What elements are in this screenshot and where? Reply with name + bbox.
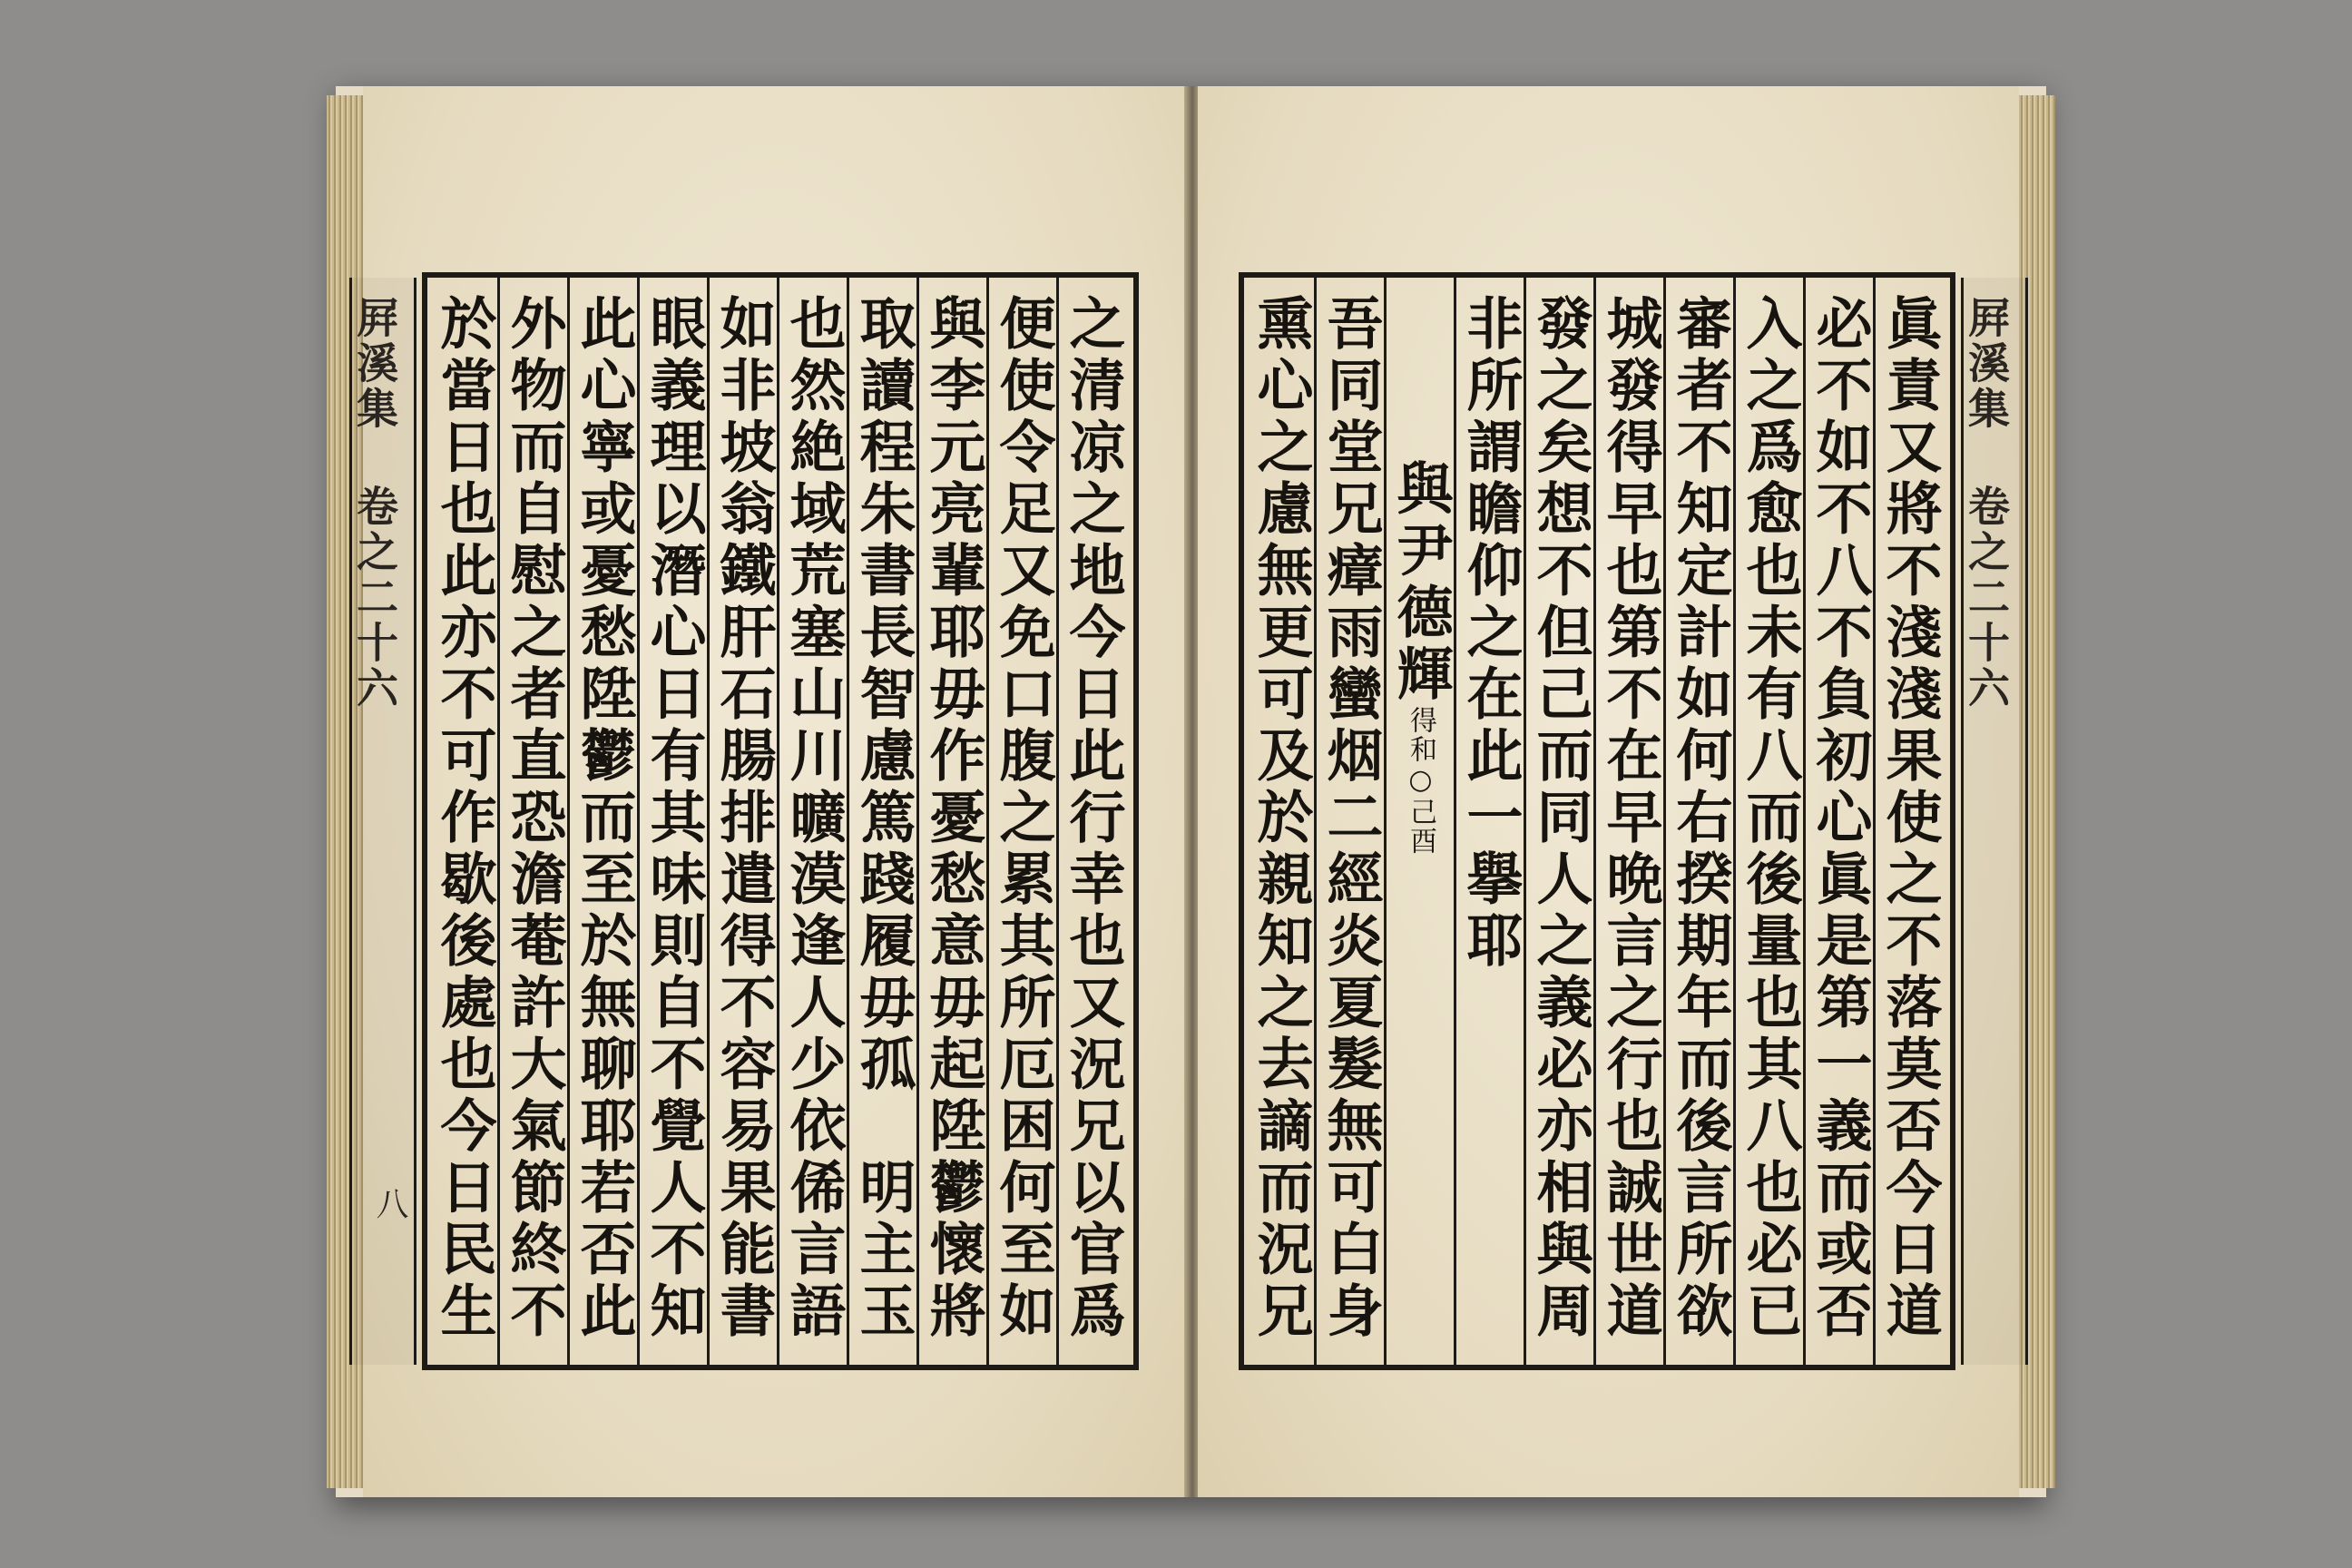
left-column: 外物而自慰之者直恐澹菴許大氣節終不 (497, 278, 567, 1365)
right-column: 吾同堂兄瘴雨蠻烟二經炎夏髮無可白身 (1314, 278, 1384, 1365)
right-page-frame (1239, 272, 2011, 1370)
left-folio: 八 (371, 1187, 408, 1220)
right-column: 入之爲愈也未有八而後量也其八也必已 (1733, 278, 1803, 1365)
letter-title: 與尹德輝 (1387, 459, 1454, 706)
left-column: 於當日也此亦不可作歇後處也今日民生 (431, 294, 497, 1343)
left-column: 眼義理以潛心日有其味則自不覺人不知 (637, 278, 707, 1365)
right-column: 眞責又將不淺淺果使之不落莫否今日道 (1873, 278, 1943, 1365)
left-column: 也然絶域荒塞山川曠漠逢人少依俙言語 (777, 278, 847, 1365)
right-column: 城發得早也第不在早晩言之行也誠世道 (1593, 278, 1663, 1365)
left-page-frame (350, 272, 1139, 1370)
left-column: 便使令足又免口腹之累其所厄困何至如 (986, 278, 1056, 1365)
left-banxin-title: 屛溪集 卷之二十六 (350, 296, 399, 711)
left-banxin (349, 278, 416, 1365)
left-column: 之清凉之地今日此行幸也又況兄以官爲 (1056, 278, 1126, 1365)
right-banxin-title: 屛溪集 卷之二十六 (1962, 296, 2011, 711)
letter-note: 得和○己酉 (1405, 706, 1436, 856)
right-column: 必不如不八不負初心眞是第一義而或否 (1803, 278, 1873, 1365)
left-column: 如非坡翁鐵肝石腸排遣得不容易果能書 (707, 278, 777, 1365)
left-page (350, 86, 1184, 1497)
right-column: 審者不知定計如何右揆期年而後言所欲 (1663, 278, 1733, 1365)
right-column: 非所謂瞻仰之在此一擧耶 (1454, 278, 1524, 1365)
right-text-block (1244, 278, 1950, 1365)
left-column: 取讀程朱書長智慮篤踐履毋孤 明主玉 (847, 278, 916, 1365)
right-page (1198, 86, 2019, 1497)
left-column: 與李元亮輩耶毋作憂愁意毋起陞鬱懷將 (916, 278, 986, 1365)
open-book (336, 86, 2046, 1497)
right-column: 發之矣想不但己而同人之義必亦相與周 (1524, 278, 1593, 1365)
letter-heading (1384, 278, 1454, 1365)
left-text-block (427, 278, 1133, 1365)
right-banxin (1961, 278, 2028, 1365)
left-column: 此心寧或憂愁陞鬱而至於無聊耶若否此 (567, 278, 637, 1365)
right-column: 熏心之慮無更可及於親知之去謫而況兄 (1248, 294, 1314, 1343)
